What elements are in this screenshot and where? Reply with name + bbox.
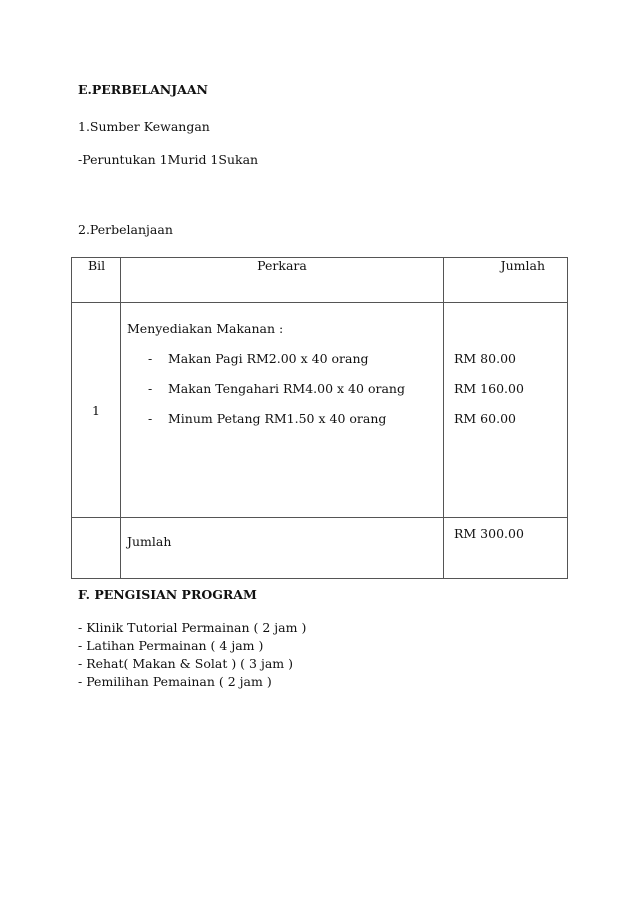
row-title: Menyediakan Makanan : bbox=[127, 321, 284, 336]
table-row bbox=[72, 303, 568, 518]
line-item-bullet: - bbox=[148, 411, 153, 426]
section-title-expenditure: E.PERBELANJAAN bbox=[78, 82, 208, 97]
line-item bbox=[127, 410, 443, 440]
line-item-bullet: - bbox=[148, 381, 153, 396]
section-title-program: F. PENGISIAN PROGRAM bbox=[78, 587, 257, 602]
expenditure-subheading: 2.Perbelanjaan bbox=[78, 222, 173, 237]
total-amount: RM 300.00 bbox=[444, 518, 568, 579]
header-bil: Bil bbox=[72, 258, 121, 303]
header-jumlah: Jumlah bbox=[444, 258, 568, 303]
funding-source-item: -Peruntukan 1Murid 1Sukan bbox=[78, 152, 259, 167]
line-item bbox=[127, 380, 443, 410]
program-item: - Latihan Permainan ( 4 jam ) bbox=[78, 638, 264, 653]
line-item-text: Makan Pagi RM2.00 x 40 orang bbox=[168, 351, 369, 366]
line-item-text: Makan Tengahari RM4.00 x 40 orang bbox=[168, 381, 405, 396]
total-empty-cell bbox=[72, 518, 121, 579]
header-perkara: Perkara bbox=[121, 258, 444, 303]
line-item-amount: RM 160.00 bbox=[454, 381, 524, 396]
program-item: - Pemilihan Pemainan ( 2 jam ) bbox=[78, 674, 272, 689]
row-amounts bbox=[444, 303, 568, 518]
line-item bbox=[127, 350, 443, 380]
program-item: - Klinik Tutorial Permainan ( 2 jam ) bbox=[78, 620, 307, 635]
line-item-amount: RM 80.00 bbox=[454, 351, 516, 366]
program-item: - Rehat( Makan & Solat ) ( 3 jam ) bbox=[78, 656, 293, 671]
funding-source-heading: 1.Sumber Kewangan bbox=[78, 119, 210, 134]
total-label: Jumlah bbox=[121, 518, 444, 579]
table-header-row bbox=[72, 258, 568, 303]
line-item-text: Minum Petang RM1.50 x 40 orang bbox=[168, 411, 387, 426]
expenditure-table bbox=[71, 257, 568, 579]
row-description bbox=[121, 303, 444, 518]
line-item-amount: RM 60.00 bbox=[454, 411, 516, 426]
line-item-bullet: - bbox=[148, 351, 153, 366]
row-number: 1 bbox=[72, 303, 121, 518]
table-total-row bbox=[72, 518, 568, 579]
